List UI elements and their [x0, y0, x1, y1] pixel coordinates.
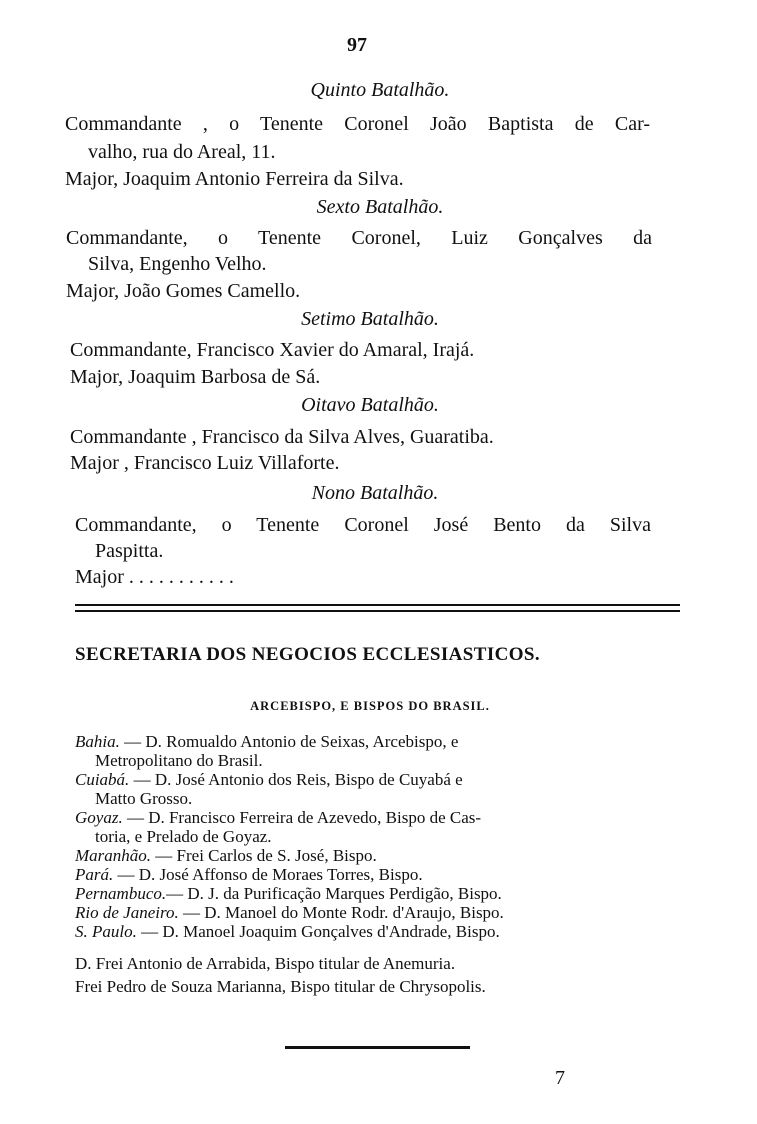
- bishop-entry: [75, 884, 502, 903]
- text-line: Major, Joaquim Barbosa de Sá.: [70, 366, 321, 388]
- diocese-name: S. Paulo.: [75, 922, 137, 941]
- section-title: Quinto Batalhão.: [310, 79, 450, 101]
- text-line: Commandante, o Tenente Coronel José Bento da Silva: [75, 514, 651, 536]
- text-line: D. Frei Antonio de Arrabida, Bispo titular de Anemuria.: [75, 954, 456, 973]
- text-line: Commandante, Francisco Xavier do Amaral, Irajá.: [70, 339, 475, 361]
- secretaria-subheading: ARCEBISPO, E BISPOS DO BRASIL.: [250, 699, 490, 713]
- signature-number: 7: [555, 1067, 565, 1089]
- section-title: Setimo Batalhão.: [301, 308, 439, 330]
- bishop-text: — D. Romualdo Antonio de Seixas, Arcebispo, e: [119, 732, 459, 751]
- section-title: Sexto Batalhão.: [316, 196, 444, 218]
- bishop-text: — D. Francisco Ferreira de Azevedo, Bispo de Cas-: [122, 808, 482, 827]
- bishop-entry: [75, 922, 500, 941]
- bishop-entry-continuation: Metropolitano do Brasil.: [95, 751, 263, 770]
- text-line: Major, João Gomes Camello.: [66, 280, 301, 302]
- bishop-entry: [75, 865, 423, 884]
- secretaria-heading: SECRETARIA DOS NEGOCIOS ECCLESIASTICOS.: [75, 644, 541, 665]
- diocese-name: Rio de Janeiro.: [75, 903, 179, 922]
- bishop-entry: [75, 732, 458, 751]
- bishop-text: — D. José Antonio dos Reis, Bispo de Cuyabá e: [129, 770, 463, 789]
- diocese-name: Goyaz.: [75, 808, 123, 827]
- text-line: Commandante , Francisco da Silva Alves, Guaratiba.: [70, 426, 494, 448]
- bishop-text: — Frei Carlos de S. José, Bispo.: [151, 846, 377, 865]
- diocese-name: Bahia.: [75, 732, 120, 751]
- diocese-name: Cuiabá.: [75, 770, 130, 789]
- bishop-text: — D. Manoel do Monte Rodr. d'Araujo, Bispo.: [178, 903, 504, 922]
- text-line: Silva, Engenho Velho.: [88, 253, 267, 275]
- bishop-entry: [75, 770, 463, 789]
- diocese-name: Pará.: [75, 865, 114, 884]
- text-line: Commandante, o Tenente Coronel, Luiz Gonçalves da: [66, 227, 652, 249]
- bishop-text: — D. José Affonso de Moraes Torres, Bispo.: [113, 865, 423, 884]
- divider-rule: [75, 604, 680, 606]
- text-line: Major, Joaquim Antonio Ferreira da Silva.: [65, 168, 404, 190]
- text-line: Major , Francisco Luiz Villaforte.: [70, 452, 340, 474]
- section-title: Nono Batalhão.: [311, 482, 439, 504]
- text-line: Frei Pedro de Souza Marianna, Bispo titular de Chrysopolis.: [75, 977, 486, 996]
- diocese-name: Pernambuco.: [75, 884, 167, 903]
- bishop-entry: [75, 903, 504, 922]
- text-line: Major . . . . . . . . . . .: [75, 566, 234, 588]
- bishop-text: — D. J. da Purificação Marques Perdigão, Bispo.: [166, 884, 502, 903]
- bishop-text: — D. Manoel Joaquim Gonçalves d'Andrade, Bispo.: [136, 922, 500, 941]
- diocese-name: Maranhão.: [75, 846, 152, 865]
- divider-rule: [75, 610, 680, 612]
- closing-rule: [285, 1046, 470, 1049]
- page-number: 97: [347, 34, 367, 56]
- bishop-entry-continuation: Matto Grosso.: [95, 789, 193, 808]
- text-line: Paspitta.: [95, 540, 164, 562]
- bishop-entry-continuation: toria, e Prelado de Goyaz.: [95, 827, 272, 846]
- section-title: Oitavo Batalhão.: [301, 394, 439, 416]
- text-line: valho, rua do Areal, 11.: [88, 141, 276, 163]
- bishop-entry: [75, 846, 377, 865]
- bishop-entry: [75, 808, 481, 827]
- text-line: Commandante , o Tenente Coronel João Baptista de Car-: [65, 113, 650, 135]
